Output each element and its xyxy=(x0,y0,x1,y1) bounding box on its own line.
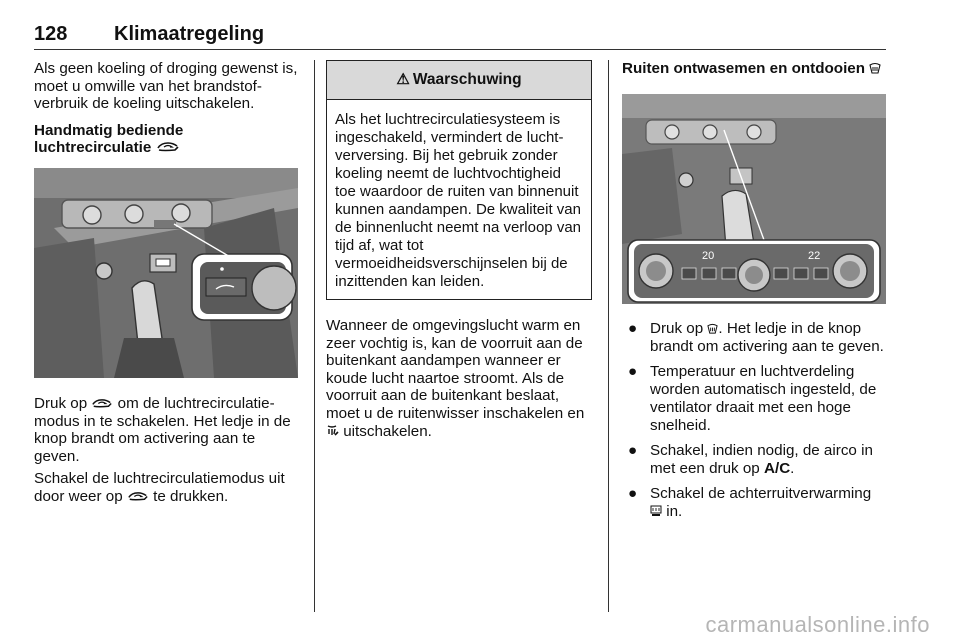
column-middle xyxy=(326,60,594,440)
warning-box xyxy=(326,60,592,300)
paragraph-condensation: Wanneer de omgevingslucht warm en zeer vochtig is, kan de voorruit aan de buitenkant aandampen wanneer er koude lucht naartoe stroomt. Als de voorruit aan de buitenkant beslaat, moet u de ruitenwisser inschakelen en uitschakelen. xyxy=(326,317,585,440)
temp-right-label: 22 xyxy=(808,249,821,262)
paragraph-deactivate: Schakel de luchtrecirculatiemodus uit door weer op te drukken. xyxy=(34,470,285,505)
page-title: Klimaatregeling xyxy=(114,23,265,45)
defrost-figure xyxy=(622,94,886,304)
warning-title: Waarschuwing xyxy=(412,71,522,89)
warning-text: Als het luchtrecirculatiesysteem is ingeschakeld, vermindert de lucht-verversing. Bij het gebruik zonder koeling neemt de luchtvochtigheid toe waardoor de ruiten van binnenuit kunnen aandampen. De kwaliteit van de binnenlucht neemt na verloop van tijd af, wat tot vermoeidheidsverschijnselen bij de inzittenden kan leiden. xyxy=(335,111,582,290)
list-item: ● Schakel, indien nodig, de airco in met een druk op A/C. xyxy=(628,441,873,477)
warning-header xyxy=(327,61,591,100)
auto-defog-icon xyxy=(326,424,339,437)
section-heading: Handmatig bediende luchtrecirculatie xyxy=(34,121,184,157)
paragraph-activate: Druk op om de luchtrecirculatie-modus in te schakelen. Het ledje in de knop brandt om activering aan te geven. xyxy=(34,394,291,465)
list-item: ● Druk op . Het ledje in de knop brandt om activering aan te geven. xyxy=(628,319,884,355)
list-item: ● Temperatuur en luchtverdeling worden automatisch ingesteld, de ventilator draait met een hoge snelheid. xyxy=(628,362,877,434)
column-left xyxy=(34,60,300,506)
section-heading: Ruiten ontwasemen en ontdooien xyxy=(622,60,888,78)
instruction-list xyxy=(622,320,888,521)
page-number: 128 xyxy=(34,23,68,45)
intro-paragraph: Als geen koeling of droging gewenst is, moet u omwille van het brandstof-verbruik de koeling uitschakelen. xyxy=(34,60,298,113)
temp-left-label: 20 xyxy=(702,249,715,262)
watermark: carmanualsonline.info xyxy=(705,612,930,637)
recirculation-icon xyxy=(127,491,149,502)
column-divider xyxy=(608,60,609,612)
list-item: ● Schakel de achterruitverwarming in. xyxy=(628,484,872,520)
warning-icon: ⚠ xyxy=(396,71,410,89)
rear-window-heating-icon xyxy=(650,505,662,517)
column-divider xyxy=(314,60,315,612)
recirculation-figure xyxy=(34,168,298,378)
header-rule xyxy=(34,49,886,50)
column-right xyxy=(622,60,888,528)
recirculation-icon xyxy=(91,398,113,409)
page-header xyxy=(34,23,886,49)
recirculation-icon xyxy=(156,141,180,153)
ac-button-label: A/C xyxy=(764,459,791,477)
windscreen-defrost-icon xyxy=(707,323,718,334)
windscreen-defrost-icon xyxy=(869,62,881,74)
